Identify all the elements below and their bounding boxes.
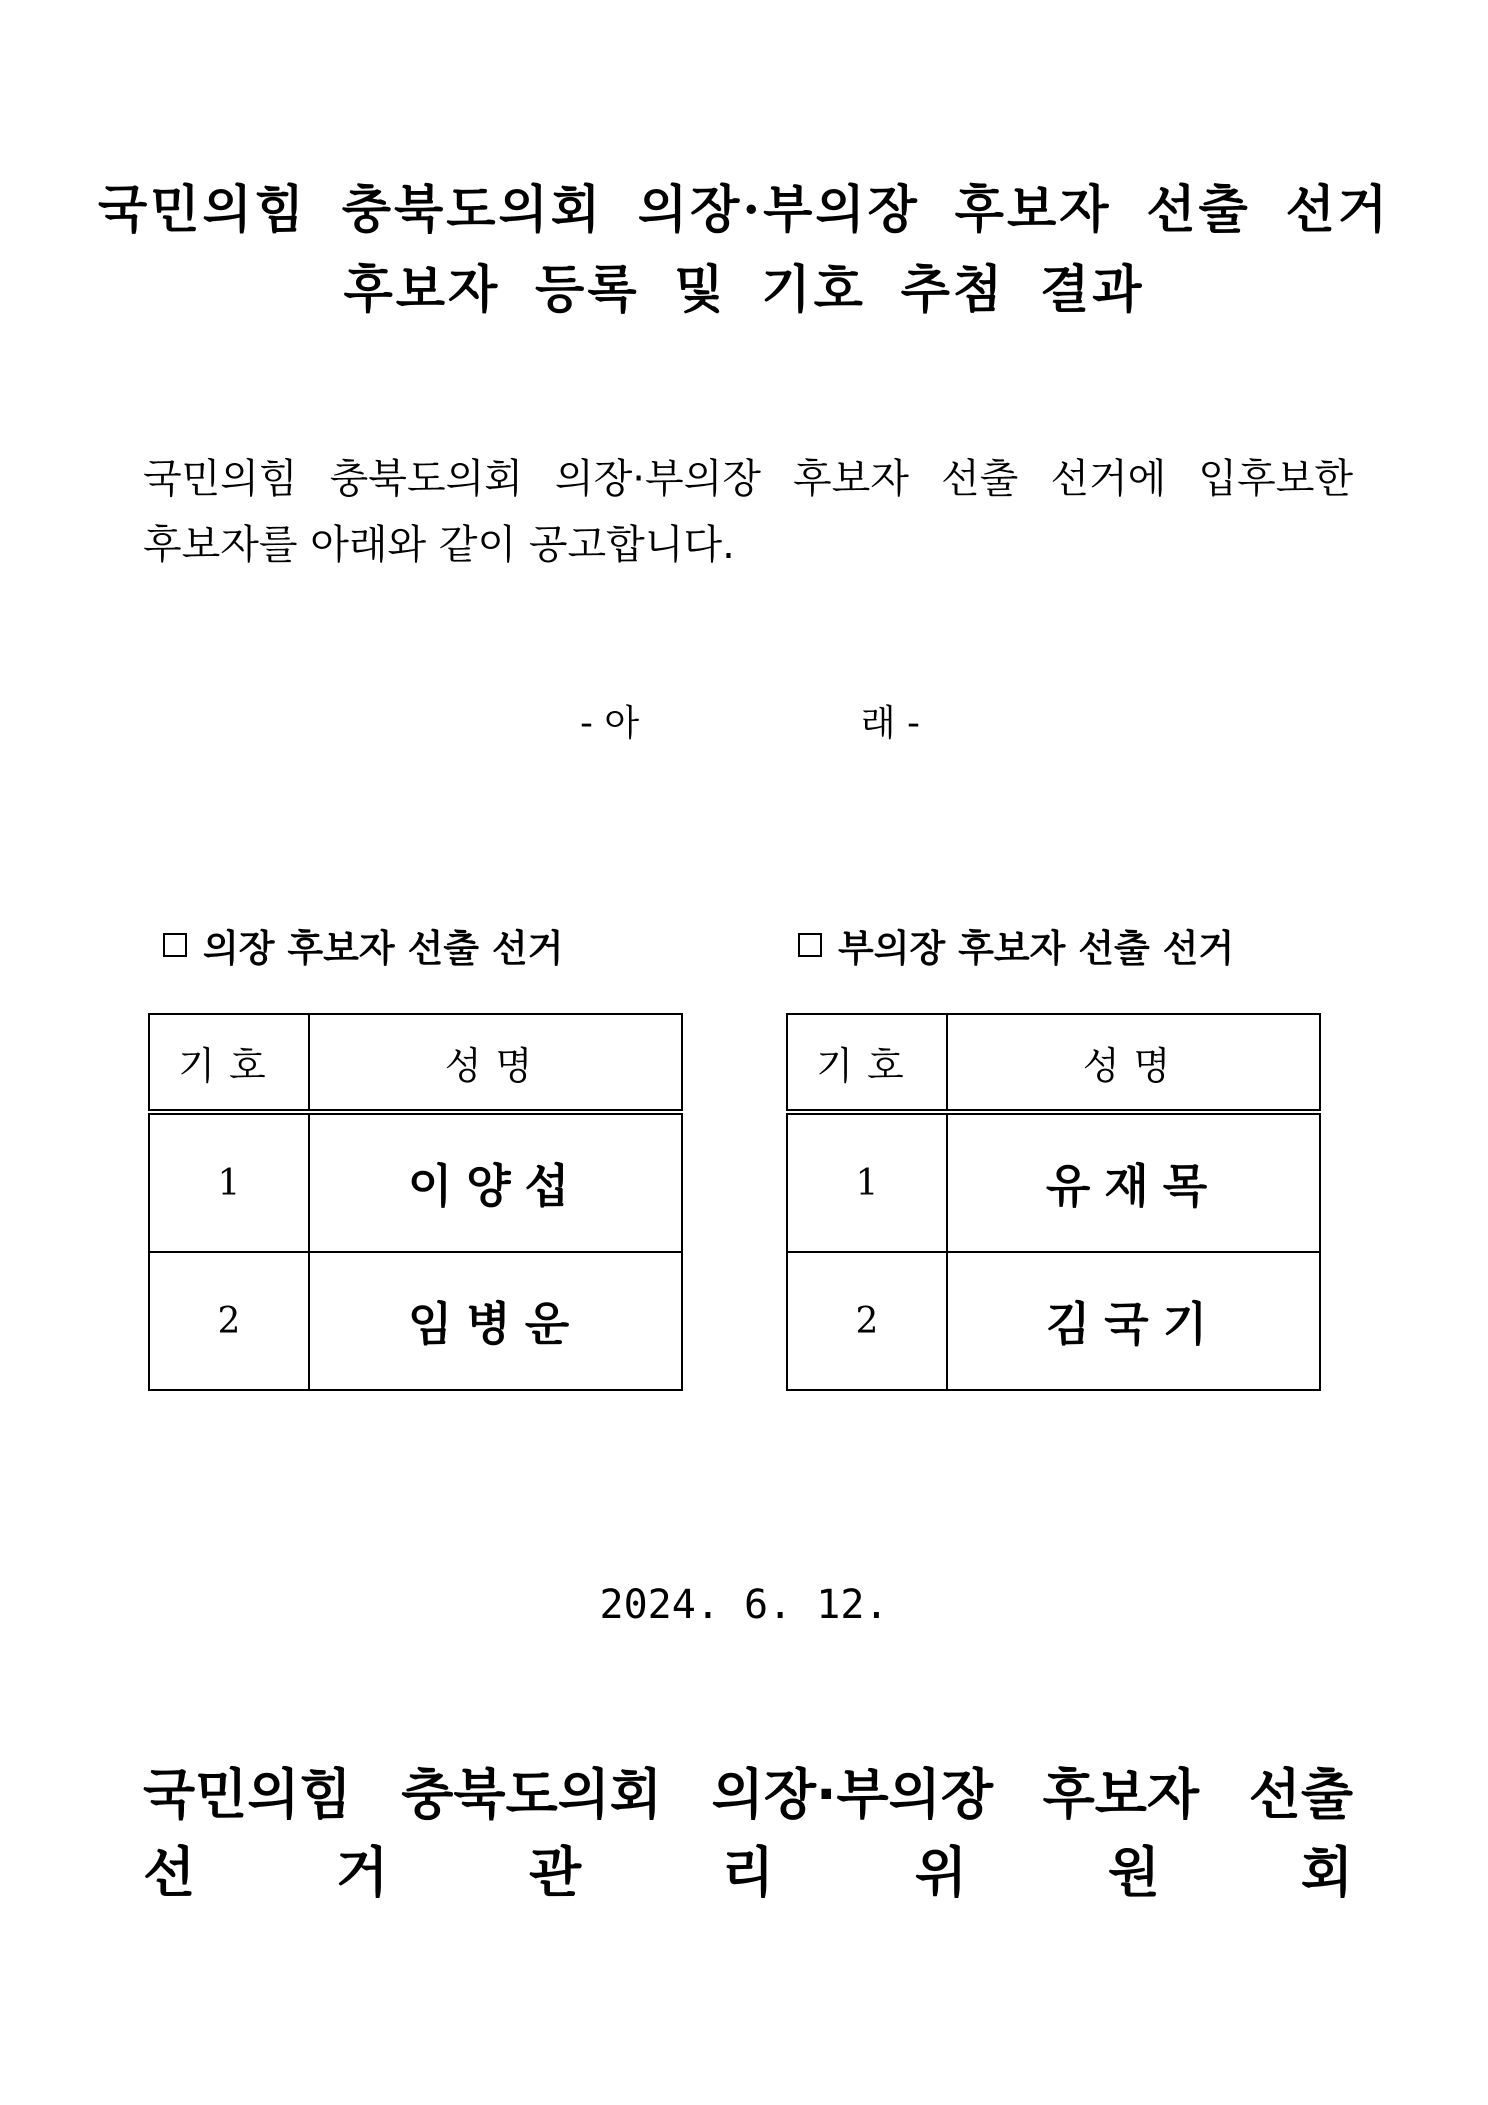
candidate-number: 1 (149, 1112, 309, 1252)
announcement-date: 2024. 6. 12. (599, 1582, 889, 1628)
column-header-name: 성명 (947, 1014, 1320, 1112)
section-heading-chair (163, 918, 563, 972)
table-header-row (787, 1014, 1320, 1112)
document-title-line-2: 후보자 등록 및 기호 추첨 결과 (343, 260, 1145, 320)
table-row (787, 1252, 1320, 1390)
organization-char: 회 (1300, 1841, 1353, 1904)
candidate-name: 임병운 (309, 1252, 682, 1390)
candidate-name: 김국기 (947, 1252, 1320, 1390)
organization-char: 선 (143, 1841, 196, 1904)
organization-char: 리 (721, 1841, 775, 1904)
column-header-number: 기호 (787, 1014, 947, 1112)
organization-name-line-2 (143, 1830, 1353, 1907)
below-heading (580, 695, 920, 746)
checkbox-square-icon (163, 933, 187, 957)
organization-char: 원 (1107, 1841, 1161, 1904)
candidate-name: 유재목 (947, 1112, 1320, 1252)
intro-line-1: 국민의힘 충북도의회 의장·부의장 후보자 선출 선거에 입후보한 (143, 456, 1353, 502)
checkbox-square-icon (798, 933, 822, 957)
candidate-name: 이양섭 (309, 1112, 682, 1252)
table-row (787, 1112, 1320, 1252)
organization-char: 거 (335, 1841, 389, 1904)
below-heading-left: - 아 (580, 703, 640, 744)
candidate-number: 1 (787, 1112, 947, 1252)
section-heading-label: 의장 후보자 선출 선거 (203, 927, 564, 970)
organization-char: 위 (914, 1841, 968, 1904)
intro-line-2: 후보자를 아래와 같이 공고합니다. (143, 522, 735, 568)
table-row (149, 1252, 682, 1390)
section-heading-vice-chair (798, 918, 1234, 972)
candidate-number: 2 (787, 1252, 947, 1390)
candidate-number: 2 (149, 1252, 309, 1390)
below-heading-right: 래 - (860, 703, 920, 744)
vice-chair-candidates-table (786, 1013, 1321, 1391)
organization-name-line-1: 국민의힘 충북도의회 의장·부의장 후보자 선출 (143, 1763, 1353, 1826)
document-title-line-1: 국민의힘 충북도의회 의장·부의장 후보자 선출 선거 (97, 180, 1391, 240)
chair-candidates-table (148, 1013, 683, 1391)
organization-char: 관 (528, 1841, 582, 1904)
column-header-number: 기호 (149, 1014, 309, 1112)
table-header-row (149, 1014, 682, 1112)
table-row (149, 1112, 682, 1252)
section-heading-label: 부의장 후보자 선출 선거 (838, 927, 1235, 970)
column-header-name: 성명 (309, 1014, 682, 1112)
